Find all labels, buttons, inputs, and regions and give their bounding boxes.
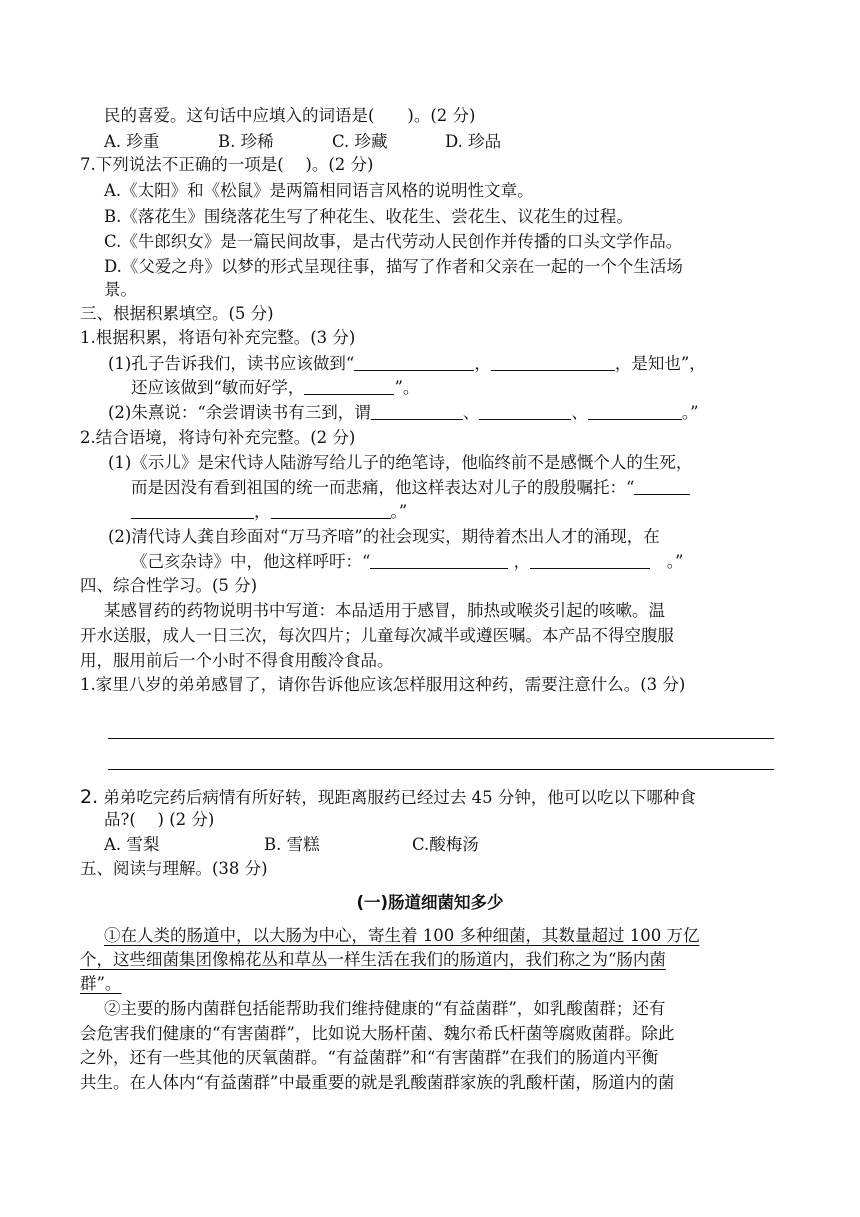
- article-p1-line-1: ①在人类的肠道中，以大肠为中心，寄生着 100 多种细菌，其数量超过 100 万亿: [104, 926, 700, 945]
- sec3-q1-2-end: 。”: [681, 403, 699, 422]
- article-title: (一)肠道细菌知多少: [356, 893, 504, 912]
- q6-option-a[interactable]: A. 珍重: [104, 132, 160, 151]
- q7-option-d[interactable]: D.《父爱之舟》以梦的形式呈现往事，描写了作者和父亲在一起的一个个生活场: [104, 257, 683, 276]
- sec3-q2-2-line-a: (2)清代诗人龚自珍面对“万马齐喑”的社会现实，期待着杰出人才的涌现，在: [108, 527, 660, 546]
- sec3-q2-1-line-c: [131, 501, 407, 523]
- blank-6[interactable]: [588, 403, 682, 420]
- sec3-q2-1b-text: 而是因没有看到祖国的统一而悲痛，他这样表达对儿子的殷殷嘱托：“: [131, 478, 635, 497]
- sec4-q2-number: 2.: [80, 786, 99, 808]
- answer-line-2[interactable]: [108, 769, 774, 770]
- section-5-heading: 五、阅读与理解。(38 分): [80, 859, 268, 878]
- sec4-q2-line-b: 品?( ) (2 分): [104, 810, 215, 829]
- q7-option-b[interactable]: B.《落花生》围绕落花生写了种花生、收花生、尝花生、议花生的过程。: [104, 207, 633, 226]
- sec4-q2-line-a: [80, 786, 696, 809]
- blank-10[interactable]: [530, 552, 650, 569]
- q6-option-c[interactable]: C. 珍藏: [332, 132, 388, 151]
- sec3-q1-1b-end: ”。: [394, 378, 420, 397]
- sec4-option-c[interactable]: C.酸梅汤: [412, 835, 479, 854]
- sec4-passage-line-2: 开水送服，成人一日三次，每次四片；儿童每次减半或遵医嘱。本产品不得空腹服: [80, 626, 674, 645]
- sec3-q1-1-end: ，是知也”，: [614, 354, 706, 373]
- sec3-q1-1b-text: 还应该做到“敏而好学，: [131, 378, 305, 397]
- article-p2-line-3: 之外，还有一些其他的厌氧菌群。“有益菌群”和“有害菌群”在我们的肠道内平衡: [80, 1048, 659, 1067]
- sec4-passage-line-1: 某感冒药的药物说明书中写道：本品适用于感冒，肺热或喉炎引起的咳嗽。温: [104, 601, 665, 620]
- sec3-q2-2b-text: 《己亥杂诗》中，他这样呼吁：“: [131, 552, 371, 571]
- article-p2-line-4: 共生。在人体内“有益菌群”中最重要的就是乳酸菌群家族的乳酸杆菌，肠道内的菌: [80, 1073, 675, 1092]
- sec4-q2-options: [104, 834, 479, 856]
- sec3-q2-2b-sep: ，: [508, 552, 531, 571]
- q7-stem: 7.下列说法不正确的一项是( )。(2 分): [80, 155, 374, 174]
- blank-9[interactable]: [370, 552, 508, 569]
- sec3-q1-1-text: (1)孔子告诉我们，读书应该做到“: [108, 354, 355, 373]
- blank-8[interactable]: [271, 502, 391, 519]
- sec3-q1-1-sep: ，: [474, 354, 491, 373]
- sec3-q2-2b-end: 。”: [650, 552, 684, 571]
- sec4-option-a[interactable]: A. 雪梨: [104, 835, 160, 854]
- sec4-passage-line-3: 用，服用前后一个小时不得食用酸冷食品。: [80, 651, 394, 670]
- sec3-q2-1-line-b: [131, 477, 690, 499]
- sec3-q1-1-line-a: [108, 353, 706, 375]
- sec3-q1-2-line: [108, 402, 699, 424]
- section-3-heading: 三、根据积累填空。(5 分): [80, 304, 274, 323]
- sec3-q2-1-line-a: (1)《示儿》是宋代诗人陆游写给儿子的绝笔诗，他临终前不是感慨个人的生死，: [108, 453, 693, 472]
- sec3-q2-2-line-b: [131, 551, 683, 573]
- sec3-q1-2-sep1: 、: [462, 403, 480, 422]
- section-4-heading: 四、综合性学习。(5 分): [80, 576, 258, 595]
- sec3-q1-2-sep2: 、: [571, 403, 588, 422]
- q6-continuation: 民的喜爱。这句话中应填入的词语是( )。(2 分): [104, 106, 476, 125]
- blank-2[interactable]: [491, 354, 615, 371]
- sec4-q2-text: 弟弟吃完药后病情有所好转，现距离服药已经过去 45 分钟，他可以吃以下哪种食: [98, 788, 696, 807]
- q7-option-a[interactable]: A.《太阳》和《松鼠》是两篇相同语言风格的说明性文章。: [104, 181, 534, 200]
- answer-line-1[interactable]: [108, 738, 774, 739]
- blank-1[interactable]: [354, 354, 474, 371]
- article-p1-line-3: 群”。: [80, 974, 122, 993]
- blank-3[interactable]: [304, 378, 394, 395]
- sec3-q1-1-line-b: [131, 377, 419, 399]
- sec3-q2-1c-sep: ，: [254, 502, 271, 521]
- q6-option-d[interactable]: D. 珍品: [445, 132, 502, 151]
- article-p1-line-2: 个，这些细菌集团像棉花丛和草丛一样生活在我们的肠道内，我们称之为“肠内菌: [80, 950, 666, 969]
- blank-4[interactable]: [371, 403, 463, 420]
- sec3-q2-1c-end: 。”: [390, 502, 408, 521]
- sec4-q1: 1.家里八岁的弟弟感冒了，请你告诉他应该怎样服用这种药，需要注意什么。(3 分): [80, 675, 686, 694]
- sec3-q1-2-text: (2)朱熹说：“余尝谓读书有三到，谓: [108, 403, 371, 422]
- q6-options: [104, 131, 501, 153]
- q7-option-c[interactable]: C.《牛郎织女》是一篇民间故事，是古代劳动人民创作并传播的口头文学作品。: [104, 232, 683, 251]
- blank-5[interactable]: [479, 403, 571, 420]
- sec3-q1-stem: 1.根据积累，将语句补充完整。(3 分): [80, 328, 356, 347]
- article-p2-line-2: 会危害我们健康的“有害菌群”，比如说大肠杆菌、魏尔希氏杆菌等腐败菌群。除此: [80, 1024, 675, 1043]
- q7-option-d-cont: 景。: [104, 280, 137, 299]
- article-p2-line-1: ②主要的肠内菌群包括能帮助我们维持健康的“有益菌群”，如乳酸菌群；还有: [104, 999, 666, 1018]
- blank-7-cont[interactable]: [131, 502, 254, 519]
- q6-option-b[interactable]: B. 珍稀: [218, 132, 274, 151]
- sec4-option-b[interactable]: B. 雪糕: [264, 835, 320, 854]
- sec3-q2-stem: 2.结合语境，将诗句补充完整。(2 分): [80, 428, 356, 447]
- blank-7[interactable]: [634, 478, 690, 495]
